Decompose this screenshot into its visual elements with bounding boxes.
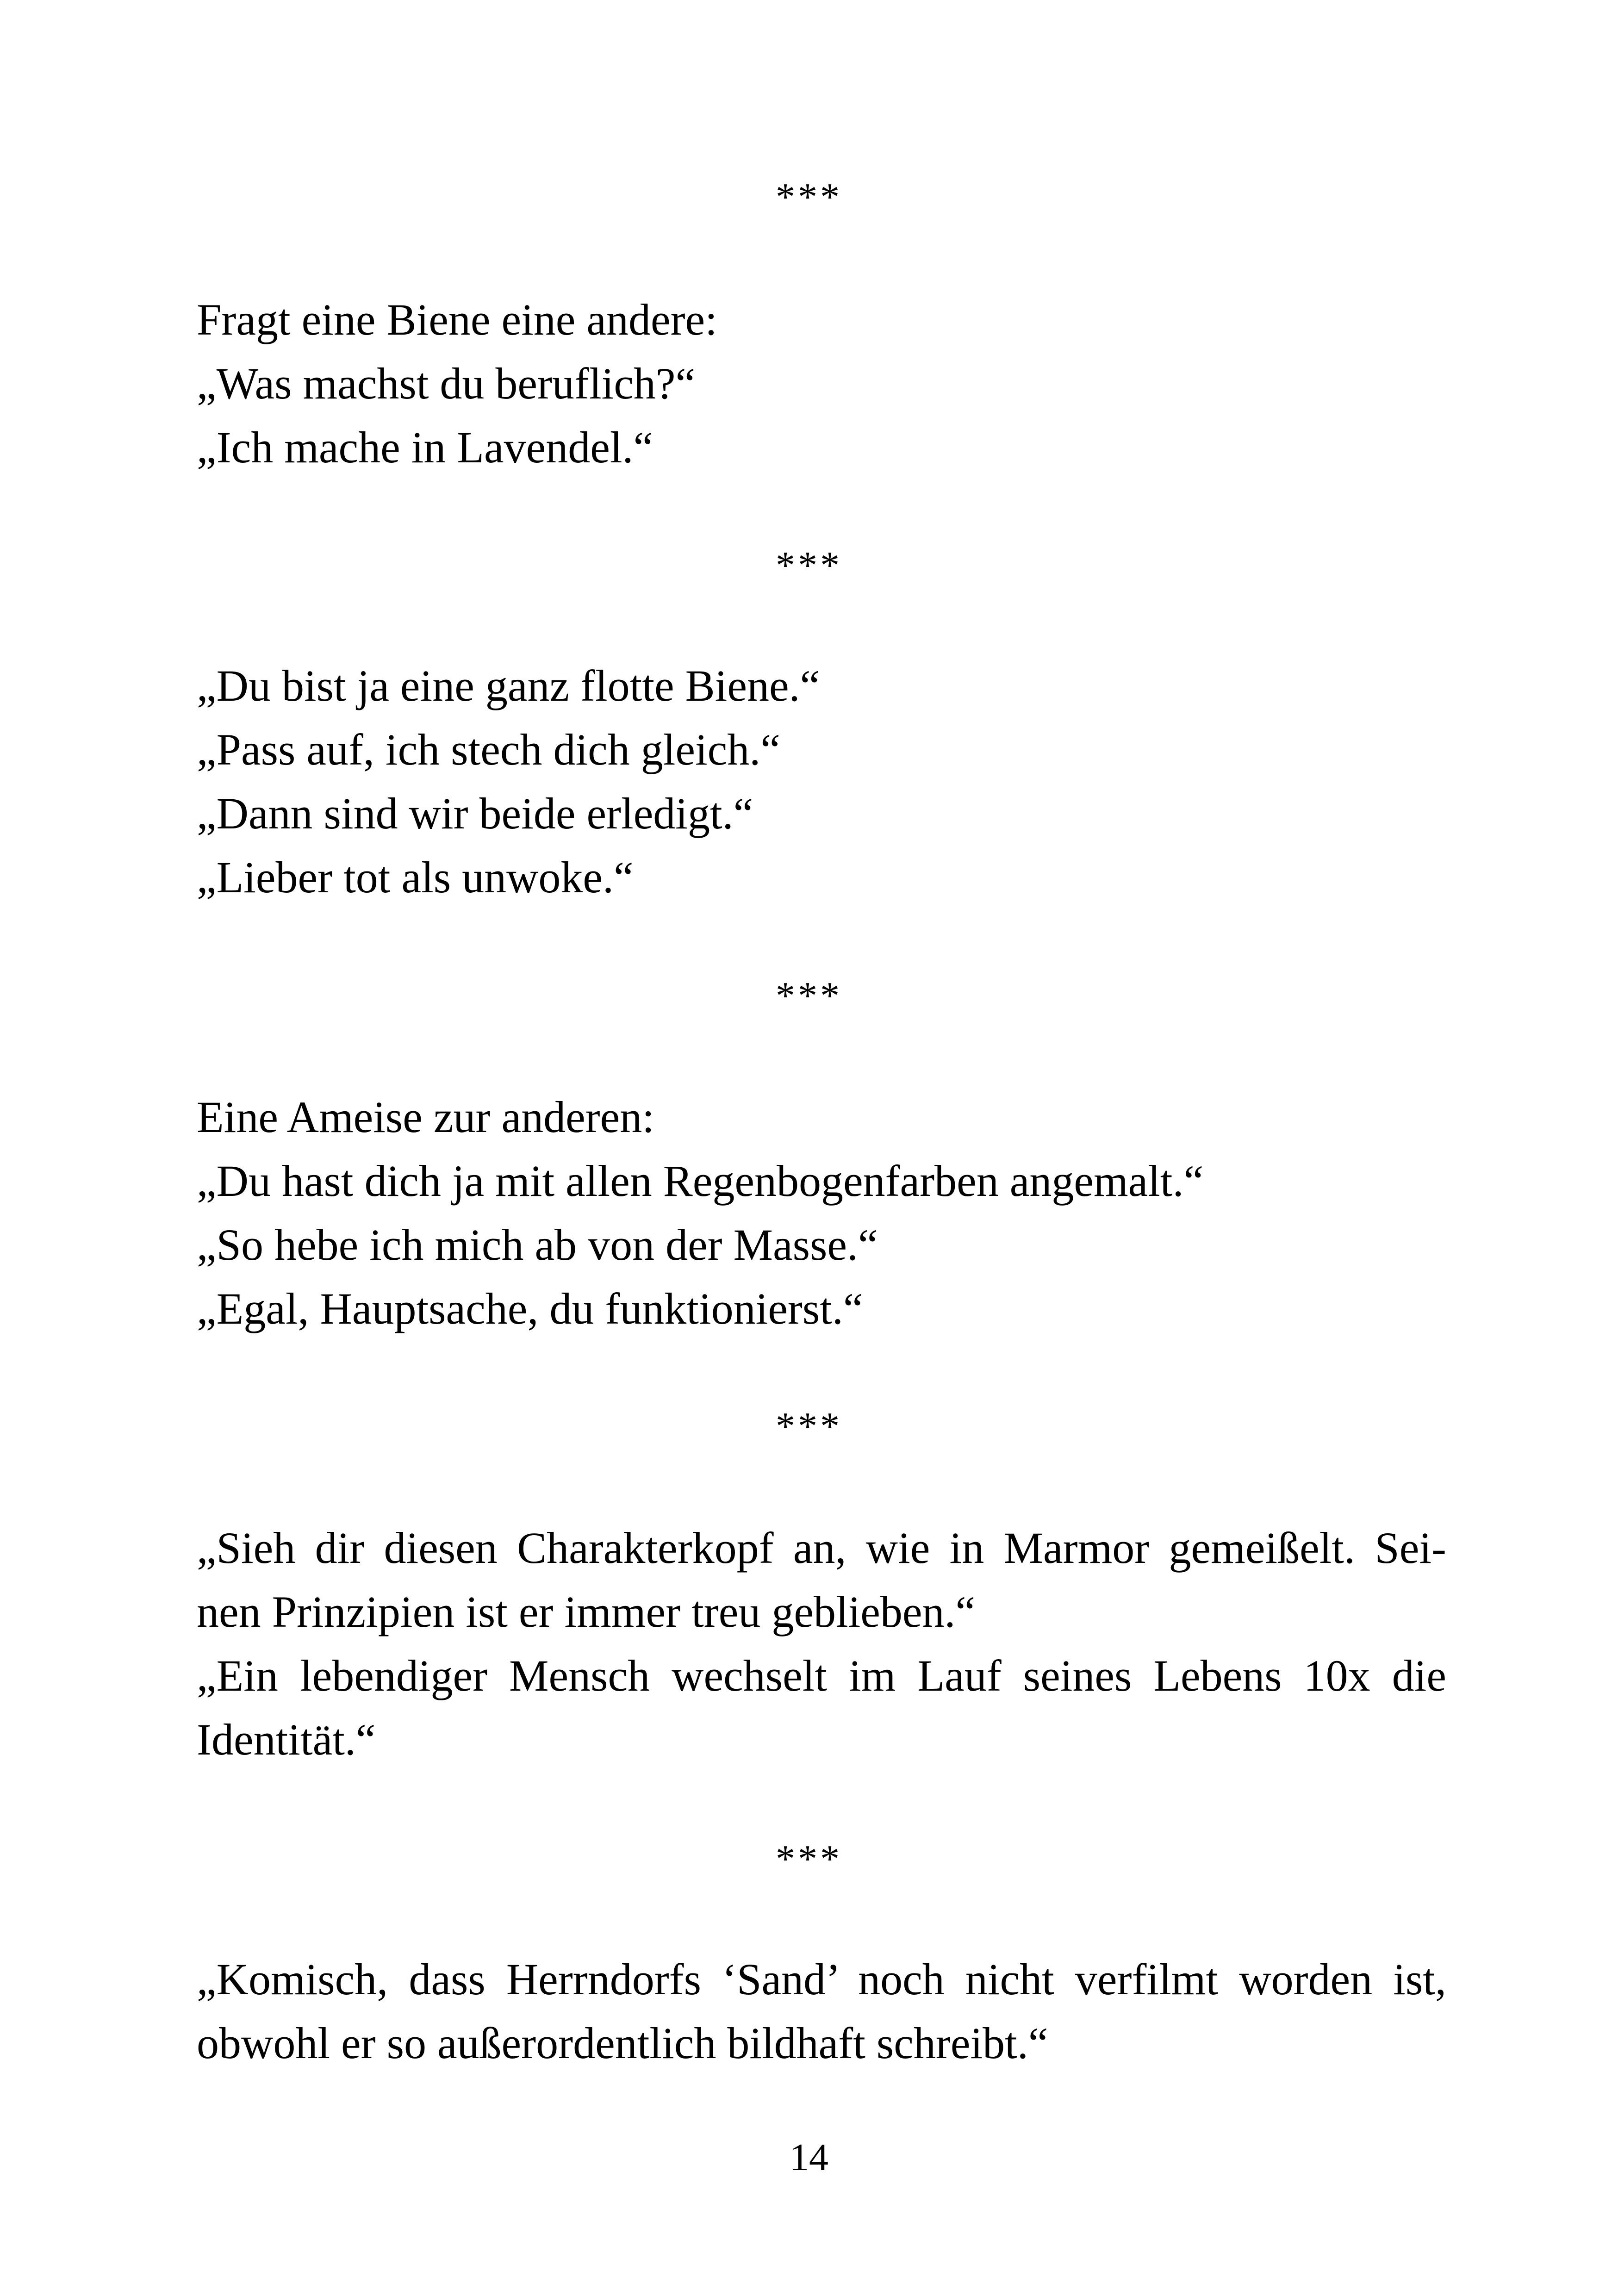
text-line: Identität.“ (197, 1715, 376, 1764)
section-separator: *** (776, 1405, 842, 1448)
text-line: „Dann sind wir beide erledigt.“ (197, 789, 753, 838)
page-number: 14 (790, 2136, 828, 2179)
text-line: „Pass auf, ich stech dich gleich.“ (197, 725, 780, 774)
text-line: „Lieber tot als unwoke.“ (197, 852, 634, 902)
section-separator: *** (776, 175, 842, 218)
text-line: „Du hast dich ja mit allen Regenbogenfarben angemalt.“ (197, 1156, 1204, 1206)
text-block-bee-job (197, 288, 1446, 479)
text-line: „Sieh dir diesen Charakterkopf an, wie in Marmor gemeißelt. Sei- (197, 1523, 1446, 1573)
text-line: „Ich mache in Lavendel.“ (197, 423, 653, 472)
section-separator: *** (776, 1837, 842, 1880)
section-separator: *** (776, 544, 842, 587)
text-line: nen Prinzipien ist er immer treu geblieben.“ (197, 1587, 976, 1636)
text-line: „So hebe ich mich ab von der Masse.“ (197, 1220, 878, 1269)
text-line: „Du bist ja eine ganz flotte Biene.“ (197, 661, 820, 710)
text-line: „Ein lebendiger Mensch wechselt im Lauf seines Lebens 10x die (197, 1651, 1446, 1700)
text-line: Eine Ameise zur anderen: (197, 1092, 654, 1142)
text-block-ant-dialogue (197, 1085, 1446, 1341)
text-line: obwohl er so außerordentlich bildhaft schreibt.“ (197, 2018, 1048, 2068)
section-separator: *** (776, 974, 842, 1017)
text-line: „Komisch, dass Herrndorfs ‘Sand’ noch nicht verfilmt worden ist, (197, 1954, 1446, 2004)
text-line: „Egal, Hauptsache, du funktionierst.“ (197, 1284, 863, 1333)
text-block-character-head (197, 1516, 1446, 1772)
text-block-herrndorf-sand (197, 1948, 1446, 2075)
text-line: Fragt eine Biene eine andere: (197, 295, 717, 344)
text-block-bee-dialogue (197, 654, 1446, 909)
text-line: „Was machst du beruflich?“ (197, 359, 696, 408)
